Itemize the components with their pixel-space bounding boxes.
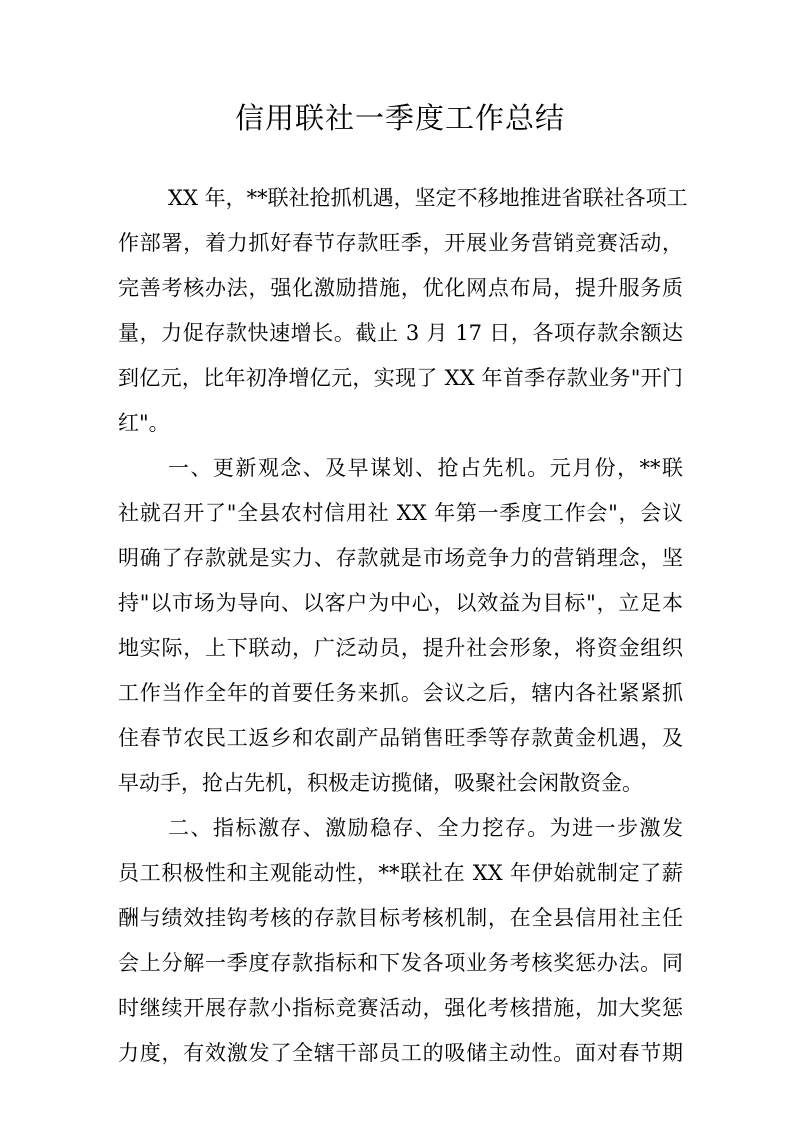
- paragraph-line: 作部署，着力抓好春节存款旺季，开展业务营销竞赛活动，: [118, 231, 683, 255]
- paragraph-line: 二、指标激存、激励稳存、全力挖存。为进一步激发: [168, 816, 683, 840]
- paragraph-line: 酬与绩效挂钩考核的存款目标考核机制，在全县信用社主任: [118, 906, 683, 930]
- paragraph-line: 量，力促存款快速增长。截止 3 月 17 日，各项存款余额达: [118, 321, 683, 345]
- paragraph-line: 工作当作全年的首要任务来抓。会议之后，辖内各社紧紧抓: [118, 681, 683, 705]
- paragraph-line: 地实际，上下联动，广泛动员，提升社会形象，将资金组织: [118, 636, 683, 660]
- paragraph-line: 员工积极性和主观能动性，**联社在 XX 年伊始就制定了薪: [118, 861, 683, 885]
- paragraph-line: 早动手，抢占先机，积极走访揽储，吸聚社会闲散资金。: [118, 771, 643, 795]
- paragraph-line: 红"。: [118, 411, 170, 435]
- paragraph-line: 持"以市场为导向、以客户为中心，以效益为目标"，立足本: [118, 591, 683, 615]
- paragraph-line: 完善考核办法，强化激励措施，优化网点布局，提升服务质: [118, 276, 683, 300]
- document-title: 信用联社一季度工作总结: [234, 101, 565, 135]
- paragraph-line: XX 年，**联社抢抓机遇，坚定不移地推进省联社各项工: [168, 186, 688, 210]
- paragraph-line: 住春节农民工返乡和农副产品销售旺季等存款黄金机遇，及: [118, 726, 683, 750]
- paragraph-line: 明确了存款就是实力、存款就是市场竞争力的营销理念，坚: [118, 546, 683, 570]
- paragraph-line: 到亿元，比年初净增亿元，实现了 XX 年首季存款业务"开门: [118, 366, 683, 390]
- paragraph-line: 社就召开了"全县农村信用社 XX 年第一季度工作会"，会议: [118, 501, 683, 525]
- paragraph-line: 时继续开展存款小指标竞赛活动，强化考核措施，加大奖惩: [118, 996, 683, 1020]
- paragraph-line: 会上分解一季度存款指标和下发各项业务考核奖惩办法。同: [118, 951, 683, 975]
- paragraph-line: 力度，有效激发了全辖干部员工的吸储主动性。面对春节期: [118, 1041, 683, 1065]
- paragraph-line: 一、更新观念、及早谋划、抢占先机。元月份，**联: [168, 456, 683, 480]
